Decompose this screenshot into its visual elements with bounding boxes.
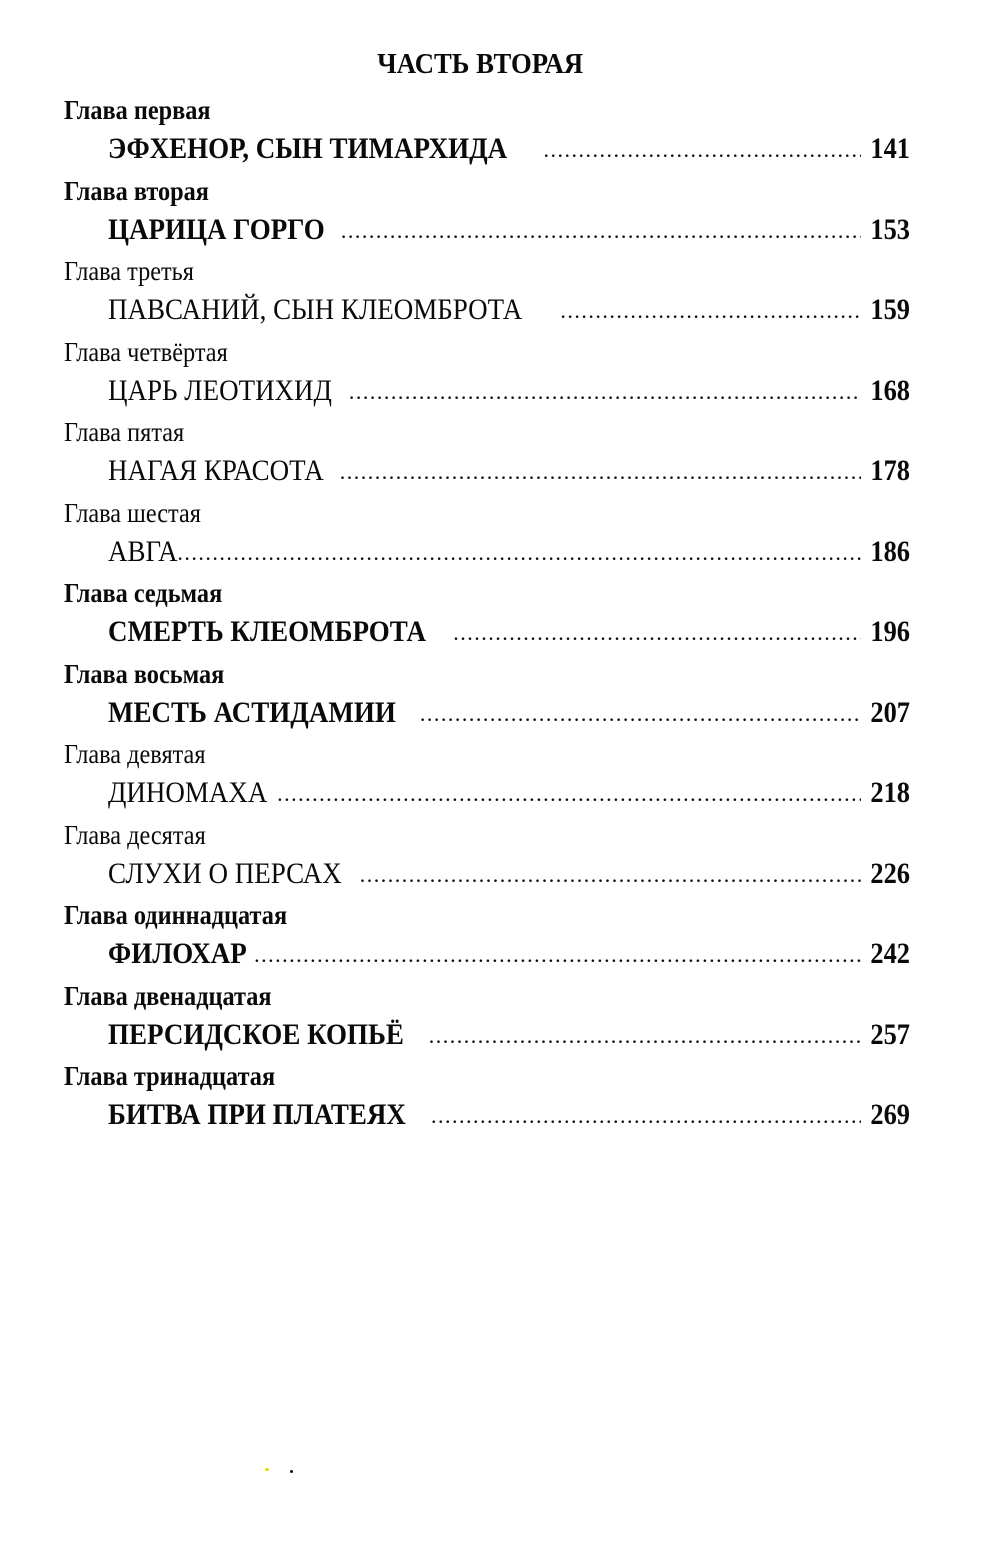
chapter-title: ЦАРИЦА ГОРГО <box>108 212 325 246</box>
page-number: 186 <box>870 534 910 568</box>
toc-chapter-2[interactable] <box>64 174 910 255</box>
dot-leader <box>429 1017 861 1055</box>
toc-chapter-10[interactable] <box>64 818 910 899</box>
chapter-title: ПАВСАНИЙ, СЫН КЛЕОМБРОТА <box>108 293 523 326</box>
toc-chapter-11[interactable] <box>64 898 910 979</box>
chapter-label: Глава одиннадцатая <box>64 900 288 930</box>
dot-leader <box>254 936 861 974</box>
chapter-title: СЛУХИ О ПЕРСАХ <box>108 856 342 890</box>
toc-entry[interactable] <box>108 533 910 573</box>
toc-chapter-5[interactable] <box>64 415 910 496</box>
toc-entry[interactable] <box>108 855 910 895</box>
chapter-label: Глава четвёртая <box>64 336 228 367</box>
toc-chapter-9[interactable] <box>64 737 910 818</box>
chapter-label: Глава седьмая <box>64 578 223 608</box>
toc-chapter-7[interactable] <box>64 576 910 657</box>
chapter-label: Глава девятая <box>64 739 206 769</box>
page-number: 242 <box>870 937 910 970</box>
table-of-contents <box>64 93 910 1140</box>
scan-speck <box>290 1470 293 1473</box>
chapter-title: ЦАРЬ ЛЕОТИХИД <box>108 373 332 407</box>
toc-chapter-6[interactable] <box>64 496 910 577</box>
page-number: 153 <box>870 212 910 246</box>
page-number: 196 <box>870 615 910 648</box>
page-number: 207 <box>870 695 910 729</box>
dot-leader <box>341 212 861 250</box>
chapter-label: Глава тринадцатая <box>64 1061 276 1091</box>
chapter-title: МЕСТЬ АСТИДАМИИ <box>108 695 396 729</box>
dot-leader <box>431 1097 861 1135</box>
toc-chapter-3[interactable] <box>64 254 910 335</box>
dot-leader <box>349 373 861 411</box>
page-number: 141 <box>870 132 910 165</box>
dot-leader <box>544 131 862 169</box>
dot-leader <box>560 292 861 330</box>
chapter-label: Глава первая <box>64 95 211 125</box>
chapter-label: Глава пятая <box>64 417 185 447</box>
toc-entry[interactable] <box>108 613 910 653</box>
chapter-title: ДИНОМАХА <box>108 776 268 809</box>
page-number: 168 <box>870 373 910 407</box>
toc-chapter-13[interactable] <box>64 1059 910 1140</box>
toc-entry[interactable] <box>108 1016 910 1056</box>
toc-entry[interactable] <box>108 694 910 734</box>
dot-leader <box>340 453 861 491</box>
toc-chapter-12[interactable] <box>64 979 910 1060</box>
chapter-title: СМЕРТЬ КЛЕОМБРОТА <box>108 615 426 648</box>
chapter-title: ФИЛОХАР <box>108 937 247 970</box>
chapter-label: Глава двенадцатая <box>64 980 272 1011</box>
dot-leader <box>360 856 861 894</box>
toc-entry[interactable] <box>108 452 910 492</box>
chapter-title: БИТВА ПРИ ПЛАТЕЯХ <box>108 1098 406 1131</box>
toc-entry[interactable] <box>108 935 910 975</box>
chapter-label: Глава восьмая <box>64 658 225 689</box>
page-number: 226 <box>870 856 910 890</box>
chapter-title: ЭФХЕНОР, СЫН ТИМАРХИДА <box>108 132 508 165</box>
chapter-label: Глава третья <box>64 256 194 286</box>
dot-leader <box>277 775 861 813</box>
page-number: 159 <box>870 293 910 326</box>
page-number: 218 <box>870 776 910 809</box>
chapter-label: Глава десятая <box>64 819 206 850</box>
toc-entry[interactable] <box>108 372 910 412</box>
toc-entry[interactable] <box>108 291 910 331</box>
dot-leader <box>453 614 861 652</box>
page-number: 257 <box>870 1017 910 1051</box>
toc-entry[interactable] <box>108 130 910 170</box>
toc-entry[interactable] <box>108 774 910 814</box>
scan-speck <box>265 1468 269 1471</box>
toc-entry[interactable] <box>108 1096 910 1136</box>
dot-leader <box>177 534 861 572</box>
chapter-title: ПЕРСИДСКОЕ КОПЬЁ <box>108 1017 404 1051</box>
chapter-title: АВГА <box>108 534 178 568</box>
page-number: 269 <box>870 1098 910 1131</box>
dot-leader <box>420 695 861 733</box>
page-number: 178 <box>870 454 910 487</box>
toc-chapter-4[interactable] <box>64 335 910 416</box>
chapter-label: Глава шестая <box>64 497 201 528</box>
toc-chapter-1[interactable] <box>64 93 910 174</box>
toc-chapter-8[interactable] <box>64 657 910 738</box>
chapter-label: Глава вторая <box>64 175 209 206</box>
part-title: ЧАСТЬ ВТОРАЯ <box>377 48 584 80</box>
toc-entry[interactable] <box>108 211 910 251</box>
chapter-title: НАГАЯ КРАСОТА <box>108 454 324 487</box>
